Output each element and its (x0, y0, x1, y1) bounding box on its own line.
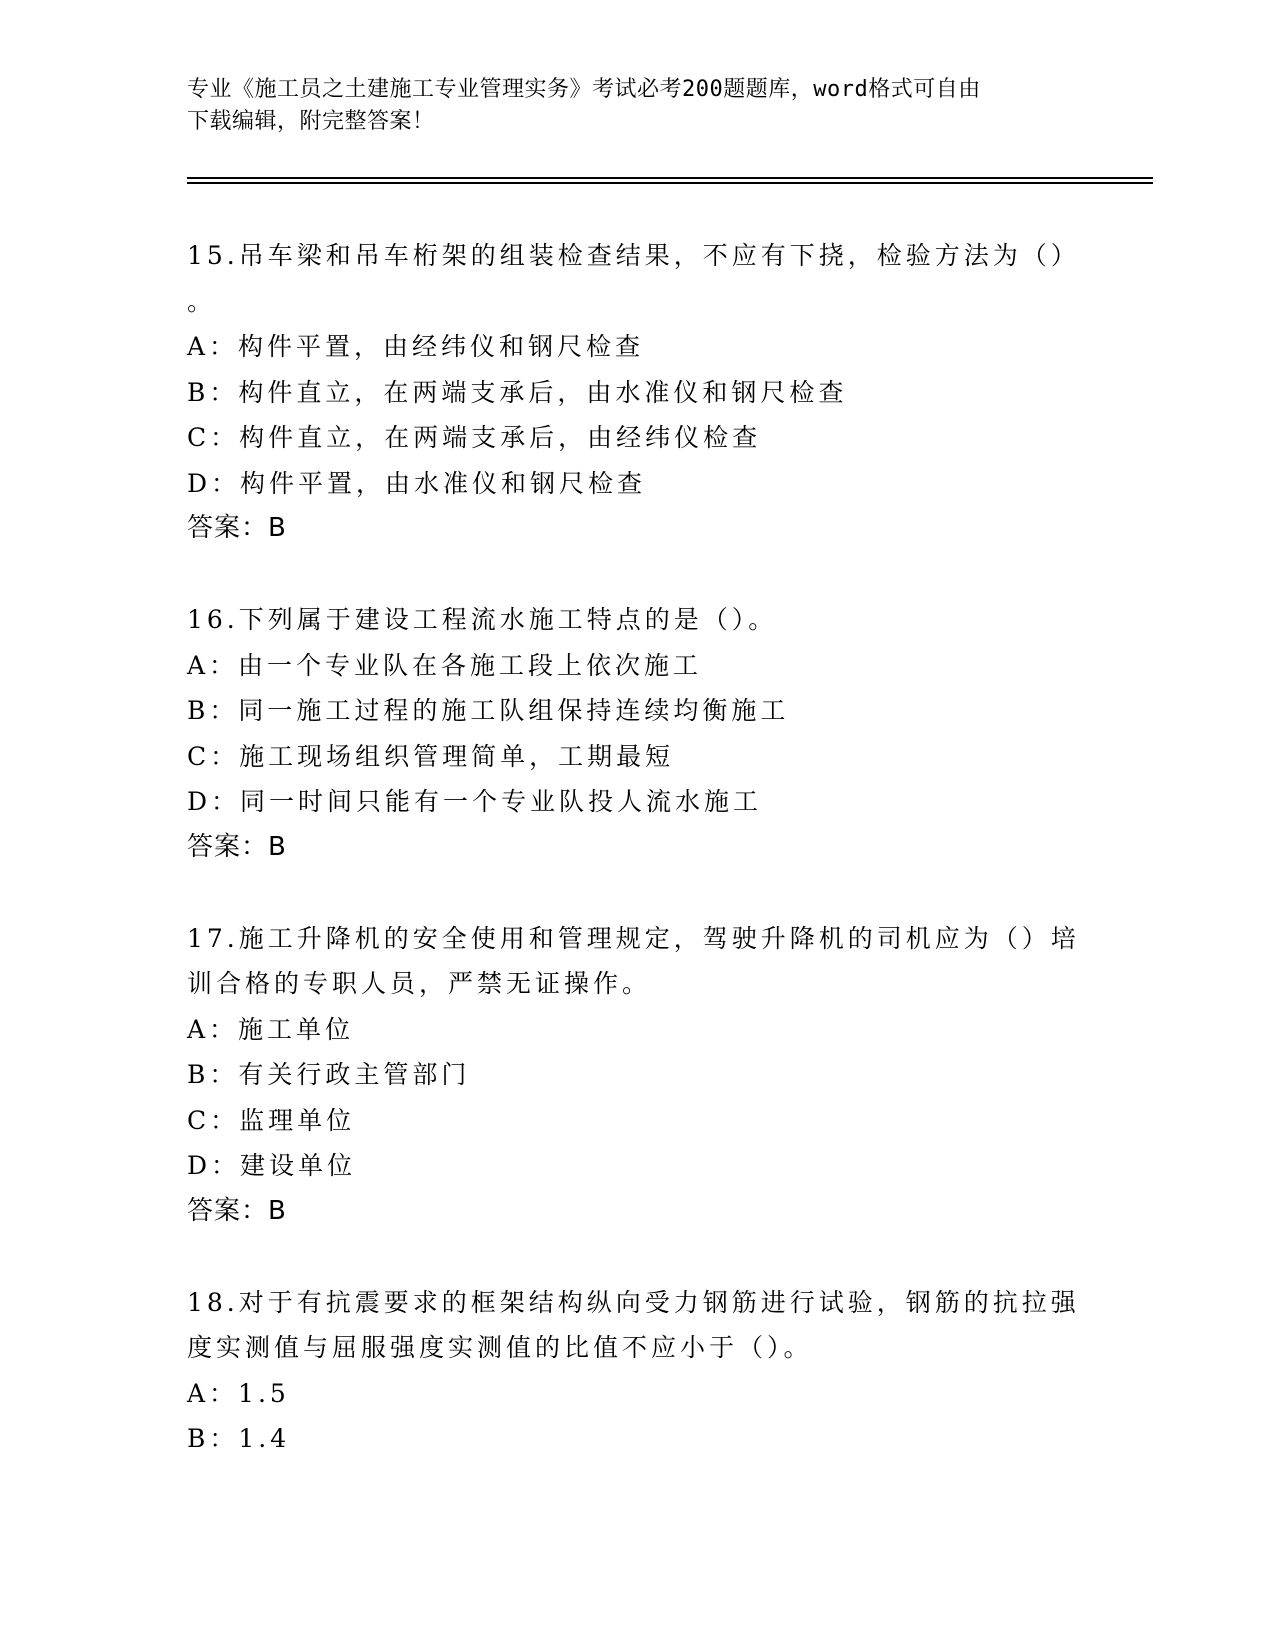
question-text: 15.吊车梁和吊车桁架的组装检查结果，不应有下挠，检验方法为（） (187, 241, 1080, 270)
option-b: B：同一施工过程的施工队组保持连续均衡施工 (187, 696, 790, 725)
spacer (187, 1234, 1087, 1280)
option-a: A：构件平置，由经纬仪和钢尺检查 (187, 332, 645, 361)
answer: 答案：B (187, 1195, 287, 1226)
header-divider-bottom (187, 182, 1153, 184)
header-line-1: 专业《施工员之土建施工专业管理实务》考试必考200题题库，word格式可自由 (187, 77, 981, 102)
question-text: 16.下列属于建设工程流水施工特点的是（）。 (187, 605, 778, 634)
option-d: D：建设单位 (187, 1151, 357, 1180)
question-text: 18.对于有抗震要求的框架结构纵向受力钢筋进行试验，钢筋的抗拉强 (187, 1287, 1080, 1317)
answer: 答案：B (187, 513, 287, 543)
option-d: D：同一时间只能有一个专业队投人流水施工 (187, 787, 763, 816)
option-b: B：1.4 (187, 1424, 291, 1453)
question-16 (187, 597, 1087, 870)
option-a: A：1.5 (187, 1378, 290, 1408)
question-text: 训合格的专职人员，严禁无证操作。 (187, 969, 652, 998)
question-15 (187, 233, 1087, 552)
option-c: C：施工现场组织管理简单，工期最短 (187, 741, 675, 771)
option-c: C：监理单位 (187, 1105, 356, 1135)
question-17 (187, 916, 1087, 1235)
header-line-2: 下载编辑，附完整答案！ (187, 109, 435, 134)
option-d: D：构件平置，由水准仪和钢尺检查 (187, 468, 647, 498)
option-b: B：构件直立，在两端支承后，由水准仪和钢尺检查 (187, 377, 848, 407)
option-a: A：施工单位 (187, 1014, 355, 1044)
question-18 (187, 1280, 1087, 1462)
question-text: 度实测值与屈服强度实测值的比值不应小于（）。 (187, 1333, 813, 1362)
spacer (187, 552, 1087, 598)
question-list (187, 233, 1087, 1462)
option-c: C：构件直立，在两端支承后，由经纬仪检查 (187, 423, 762, 452)
option-a: A：由一个专业队在各施工段上依次施工 (187, 650, 703, 680)
question-text: 17.施工升降机的安全使用和管理规定，驾驶升降机的司机应为（）培 (187, 923, 1080, 953)
header-divider-top (187, 177, 1153, 179)
document-header (187, 74, 1087, 138)
question-text: 。 (187, 286, 217, 316)
spacer (187, 870, 1087, 916)
option-b: B：有关行政主管部门 (187, 1060, 471, 1089)
answer: 答案：B (187, 831, 287, 862)
